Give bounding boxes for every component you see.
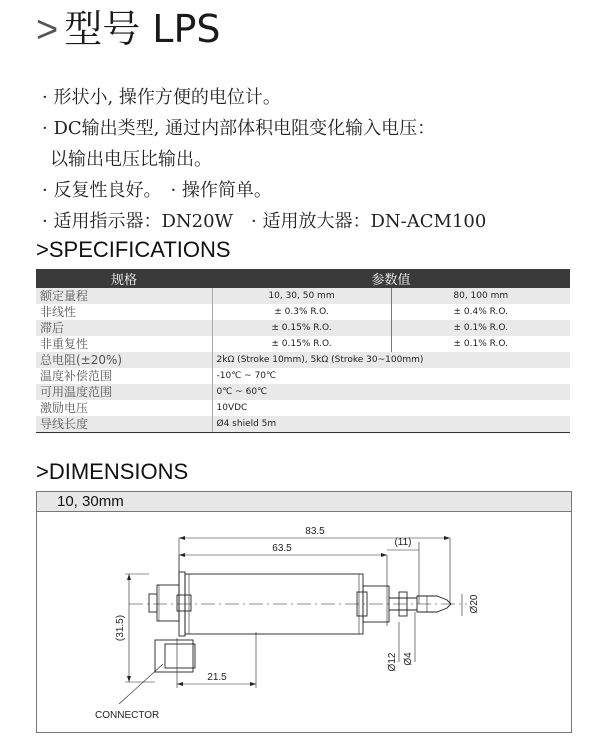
spec-value: 80, 100 mm [391,288,570,304]
table-row [36,336,570,352]
connector-head [157,585,179,621]
dim-text-20: Ø20 [469,594,480,614]
spec-value: 2kΩ (Stroke 10mm), 5kΩ (Stroke 30~100mm) [212,352,570,368]
feature-list [42,82,486,237]
feature-item: 以输出电压比输出。 [50,149,212,170]
spec-label: 激励电压 [36,400,212,416]
spec-value: 10, 30, 50 mm [212,288,391,304]
connector-leader [119,664,163,704]
table-row [36,352,570,368]
feature-item: · 适用指示器：DN20W · 适用放大器：DN-ACM100 [42,211,487,232]
feature-item: · 反复性良好。 · 操作简单。 [42,180,272,201]
dimensions-heading: >DIMENSIONS [36,459,189,484]
table-row [36,304,570,320]
spec-value: ± 0.3% R.O. [212,304,391,320]
arrowhead [381,553,387,557]
dimensions-panel [36,491,572,733]
table-row [36,288,570,304]
dimensions-subtitle: 10, 30mm [57,493,124,510]
dim-text-63-5: 63.5 [272,543,292,554]
table-header-row [36,269,570,288]
title-text: 型号 LPS [64,7,221,51]
spec-value: ± 0.15% R.O. [212,320,391,336]
table-row [36,416,570,433]
spec-label: 导线长度 [36,416,212,433]
arrowhead [127,676,131,682]
spec-value: ± 0.1% R.O. [391,336,570,352]
arrowhead [127,574,131,580]
spec-value: Ø4 shield 5m [212,416,570,433]
dimension-drawing [37,512,571,732]
spec-value: 10VDC [212,400,570,416]
spec-value: ± 0.15% R.O. [212,336,391,352]
spec-label: 总电阻(±20%) [36,352,212,368]
arrowhead [250,682,256,686]
specifications-heading: >SPECIFICATIONS [36,237,231,262]
table-row [36,320,570,336]
page-title [36,6,221,53]
spec-value: ± 0.4% R.O. [391,304,570,320]
feature-item: · 形状小, 操作方便的电位计。 [42,87,281,108]
spec-label: 非线性 [36,304,212,320]
header-spec-value: 参数值 [212,269,570,288]
spec-value: 0℃ ~ 60℃ [212,384,570,400]
table-row [36,400,570,416]
spec-label: 非重复性 [36,336,212,352]
arrowhead [444,536,450,540]
spec-label: 可用温度范围 [36,384,212,400]
dim-text-31-5: (31.5) [115,614,126,642]
dim-text-4: Ø4 [403,652,414,666]
connector-cap [149,594,157,612]
spec-label: 额定量程 [36,288,212,304]
header-spec-name: 规格 [36,269,212,288]
spec-value: -10℃ ~ 70℃ [212,368,570,384]
dim-text-12: Ø12 [387,652,398,672]
spec-label: 温度补偿范围 [36,368,212,384]
feature-item: · DC输出类型, 通过内部体积电阻变化输入电压： [42,118,436,139]
bottom-connector [155,640,193,672]
specifications-table [36,269,570,433]
dim-text-83-5: 83.5 [305,526,325,537]
table-row [36,368,570,384]
spec-label: 滞后 [36,320,212,336]
table-row [36,384,570,400]
spec-value: ± 0.1% R.O. [391,320,570,336]
arrowhead [179,536,185,540]
dim-text-21-5: 21.5 [207,672,227,683]
connector-label: CONNECTOR [95,710,160,721]
dimensions-panel-header [37,492,571,512]
arrowhead [179,553,185,557]
arrowhead [177,682,183,686]
connector-plug [165,644,195,668]
title-prefix: > [36,9,59,51]
dim-text-11: (11) [394,537,412,548]
